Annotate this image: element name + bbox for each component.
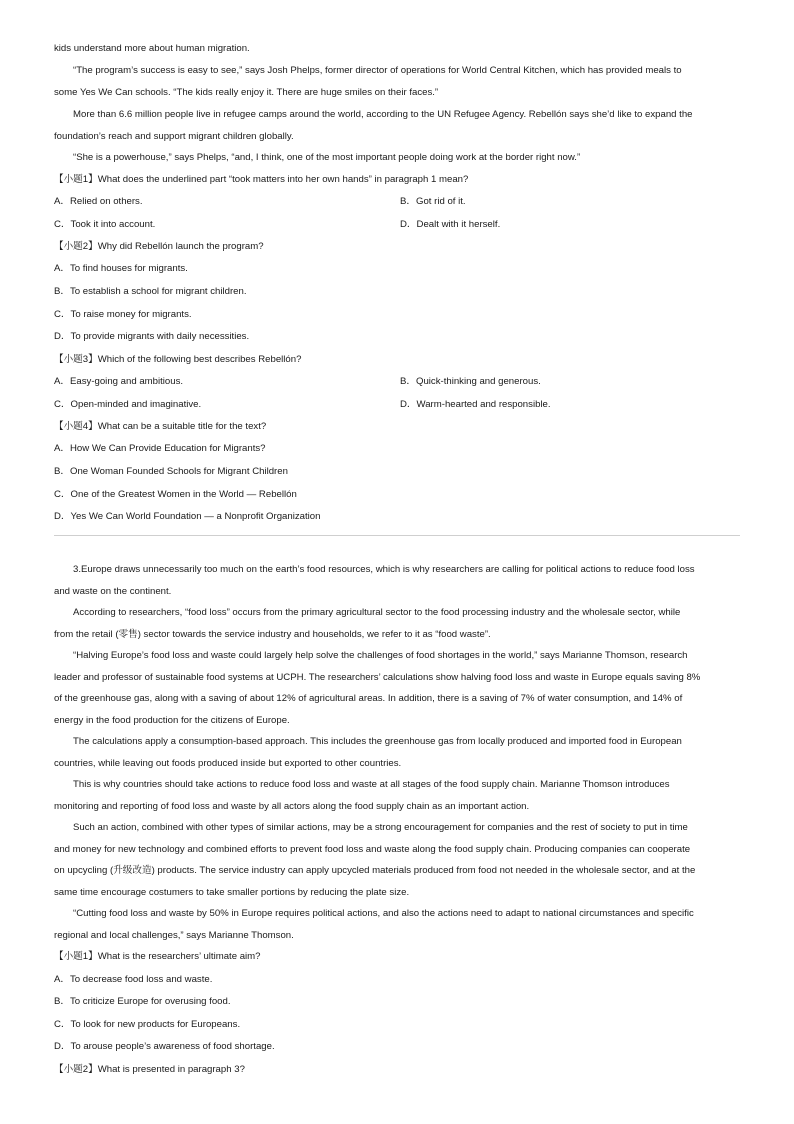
option-d: D．Warm-hearted and responsible. bbox=[400, 399, 551, 410]
passage-a-line: “The program’s success is easy to see,” says Josh Phelps, former director of operations for World Central Kitchen, which has provided meals to bbox=[73, 65, 682, 76]
passage-b-line: countries, while leaving out foods produced inside but exported to other countries. bbox=[54, 758, 402, 769]
passage-b-line: energy in the food production for the citizens of Europe. bbox=[54, 715, 290, 726]
passage-b-line: and money for new technology and combined efforts to prevent food loss and waste along the food supply chain. Producing companies can cooperate bbox=[54, 844, 691, 855]
passage-a-line: kids understand more about human migration. bbox=[54, 43, 250, 54]
passage-b-line: same time encourage costumers to take smaller portions by reducing the plate size. bbox=[54, 887, 410, 898]
passage-b-line: on upcycling (升级改造) products. The service industry can apply upcycled materials produced from food not needed in the wholesale sector, and at the bbox=[54, 865, 696, 876]
option-d: D．Dealt with it herself. bbox=[400, 219, 501, 230]
option-a: A．To decrease food loss and waste. bbox=[54, 974, 213, 985]
option-d: D．To arouse people’s awareness of food shortage. bbox=[54, 1041, 275, 1052]
option-c: C．Took it into account. bbox=[54, 219, 156, 230]
option-a: A．Easy-going and ambitious. bbox=[54, 376, 184, 387]
option-c: C．Open-minded and imaginative. bbox=[54, 399, 202, 410]
option-a: A．How We Can Provide Education for Migrants? bbox=[54, 443, 266, 454]
option-c: C．To raise money for migrants. bbox=[54, 309, 192, 320]
option-b: B．Quick-thinking and generous. bbox=[400, 376, 541, 387]
passage-a-line: More than 6.6 million people live in refugee camps around the world, according to the UN Refugee Agency. Rebellón says she’d like to expand the bbox=[73, 109, 693, 120]
option-c: C．One of the Greatest Women in the World — Rebellón bbox=[54, 489, 297, 500]
passage-b-line: from the retail (零售) sector towards the service industry and households, we refer to it as “food waste”. bbox=[54, 629, 491, 640]
option-b: B．To criticize Europe for overusing food. bbox=[54, 996, 231, 1007]
passage-b-line: leader and professor of sustainable food systems at UCPH. The researchers’ calculations show halving food loss and waste in Europe equals saving 8% bbox=[54, 672, 701, 683]
option-a: A．Relied on others. bbox=[54, 196, 143, 207]
passage-b-line: This is why countries should take actions to reduce food loss and waste at all stages of the food supply chain. Marianne Thomson introduces bbox=[73, 779, 670, 790]
passage-b-line: “Cutting food loss and waste by 50% in Europe requires political actions, and also the actions need to adapt to national circumstances and specific bbox=[73, 908, 694, 919]
passage-b-line: Such an action, combined with other types of similar actions, may be a strong encouragement for companies and the rest of society to put in time bbox=[73, 822, 688, 833]
passage-b-line: “Halving Europe’s food loss and waste could largely help solve the challenges of food shortages in the world,” says Marianne Thomson, research bbox=[73, 650, 688, 661]
option-b: B．Got rid of it. bbox=[400, 196, 466, 207]
passage-a-line: some Yes We Can schools. “The kids really enjoy it. There are huge smiles on their faces.” bbox=[54, 87, 439, 98]
option-d: D．Yes We Can World Foundation — a Nonprofit Organization bbox=[54, 511, 321, 522]
option-c: C．To look for new products for Europeans. bbox=[54, 1019, 241, 1030]
question-stem: 【小题1】What does the underlined part “took matters into her own hands” in paragraph 1 mean? bbox=[54, 174, 469, 185]
option-a: A．To find houses for migrants. bbox=[54, 263, 188, 274]
passage-a-line: “She is a powerhouse,” says Phelps, “and, I think, one of the most important people doing work at the border right now.” bbox=[73, 152, 581, 163]
question-stem: 【小题3】Which of the following best describes Rebellón? bbox=[54, 354, 302, 365]
passage-a-line: foundation’s reach and support migrant children globally. bbox=[54, 131, 294, 142]
question-stem: 【小题4】What can be a suitable title for the text? bbox=[54, 421, 267, 432]
passage-b-line: The calculations apply a consumption-based approach. This includes the greenhouse gas from locally produced and imported food in European bbox=[73, 736, 682, 747]
option-d: D．To provide migrants with daily necessities. bbox=[54, 331, 250, 342]
passage-b-line: monitoring and reporting of food loss and waste by all actors along the food supply chain as an important action. bbox=[54, 801, 530, 812]
question-stem: 【小题1】What is the researchers’ ultimate aim? bbox=[54, 951, 261, 962]
question-stem: 【小题2】Why did Rebellón launch the program? bbox=[54, 241, 264, 252]
passage-b-line: According to researchers, “food loss” occurs from the primary agricultural sector to the food processing industry and the wholesale sector, while bbox=[73, 607, 681, 618]
passage-b-line: regional and local challenges,” says Marianne Thomson. bbox=[54, 930, 294, 941]
option-b: B．To establish a school for migrant children. bbox=[54, 286, 247, 297]
passage-b-line: 3.Europe draws unnecessarily too much on the earth’s food resources, which is why researchers are calling for political actions to reduce food loss bbox=[73, 564, 695, 575]
question-stem: 【小题2】What is presented in paragraph 3? bbox=[54, 1064, 245, 1075]
passage-b-line: and waste on the continent. bbox=[54, 586, 172, 597]
option-b: B．One Woman Founded Schools for Migrant Children bbox=[54, 466, 288, 477]
passage-b-line: of the greenhouse gas, along with a saving of about 12% of agricultural areas. In addition, there is a saving of 7% of water consumption, and 14% of bbox=[54, 693, 683, 704]
section-divider bbox=[54, 535, 740, 536]
